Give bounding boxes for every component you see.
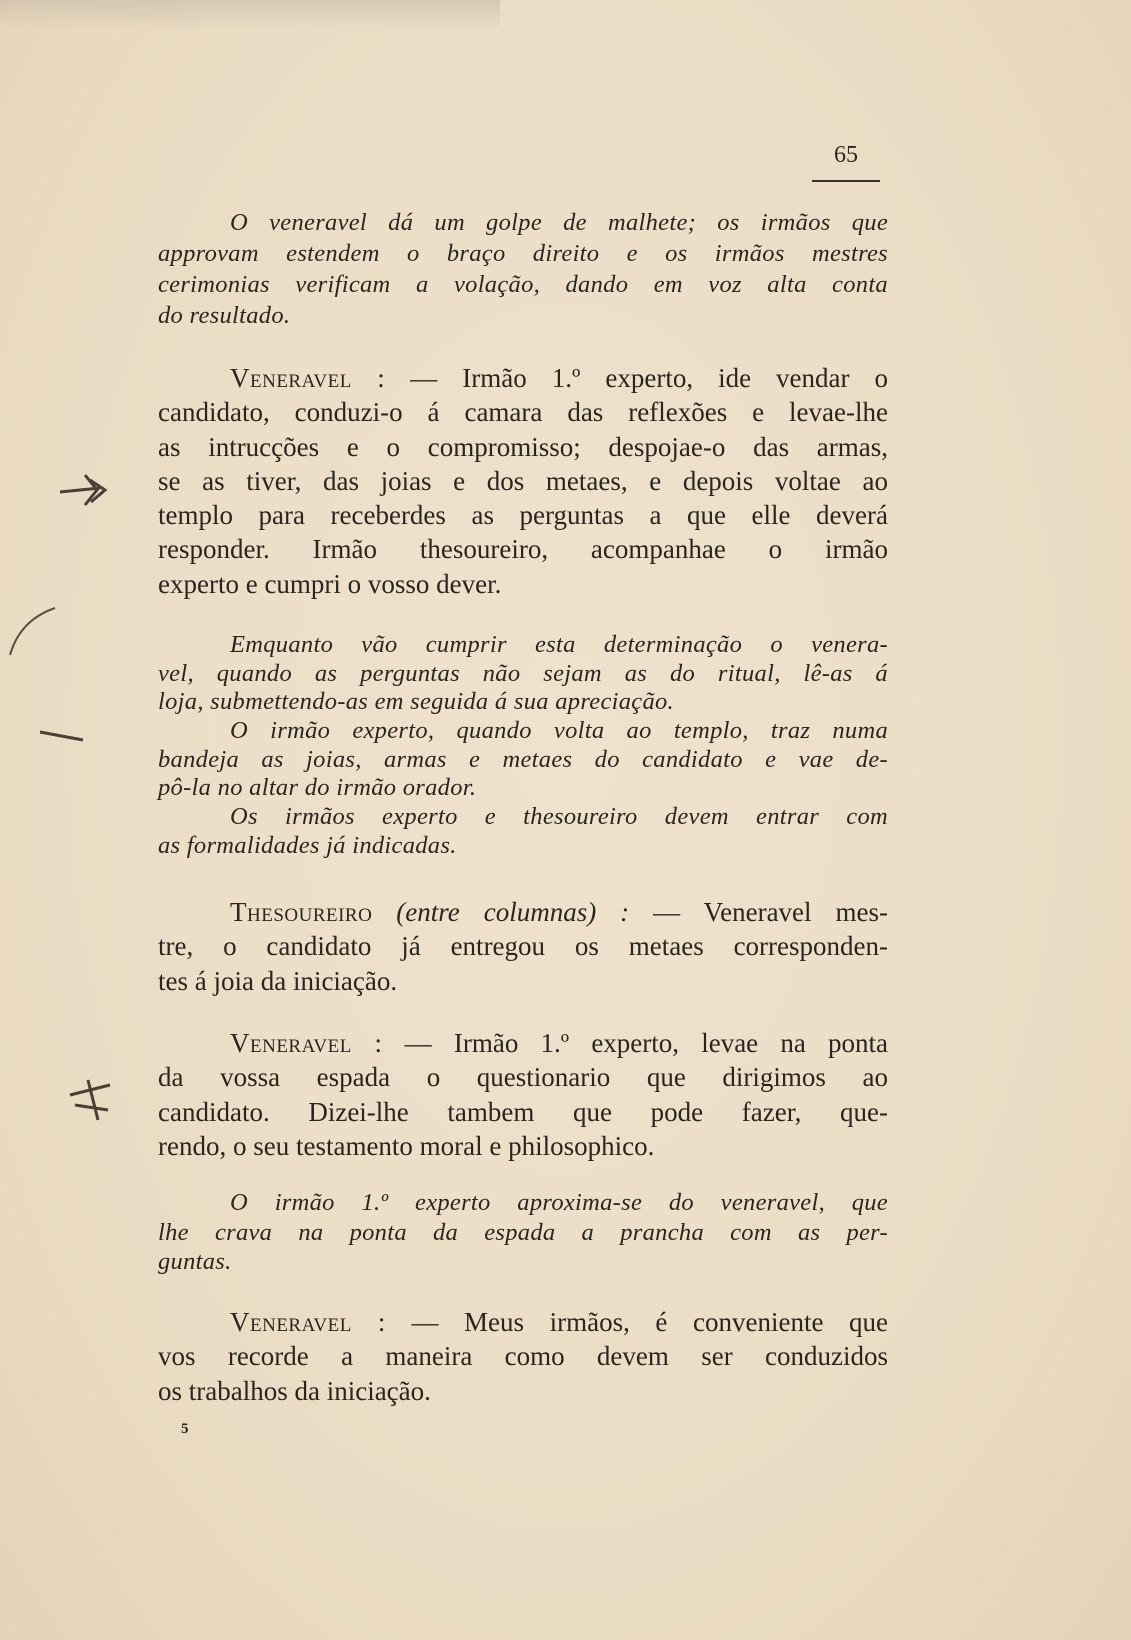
paragraph [158, 207, 888, 331]
text-line [158, 430, 888, 464]
line-text: do resultado. [158, 302, 291, 329]
line-text: O irmão experto, quando volta ao templo, traz numa [230, 717, 888, 745]
speaker-name: Thesoureiro [230, 897, 373, 927]
paragraph [158, 895, 888, 998]
text-line [158, 1374, 888, 1408]
line-text: Os irmãos experto e thesoureiro devem entrar com [230, 803, 888, 831]
line-text: — Veneravel mes- [629, 897, 888, 927]
text-line [158, 1026, 888, 1060]
line-text: guntas. [158, 1248, 232, 1275]
line-text: da vossa espada o questionario que dirigimos ao [158, 1062, 888, 1093]
text-line [158, 1247, 888, 1277]
line-text: experto e cumpri o vosso dever. [158, 568, 502, 599]
line-text: loja, submettendo-as em seguida á sua apreciação. [158, 688, 674, 716]
line-text: candidato, conduzi-o á camara das reflexões e levae-lhe [158, 397, 888, 428]
line-text: rendo, o seu testamento moral e philosophico. [158, 1130, 655, 1161]
text-line [158, 1060, 888, 1094]
line-text: lhe crava na ponta da espada a prancha com as per- [158, 1218, 888, 1246]
line-text: candidato. Dizei-lhe tambem que pode fazer, que- [158, 1096, 888, 1127]
text-line [158, 631, 888, 660]
text-line [158, 207, 888, 238]
line-text: O irmão 1.º experto aproxima-se do veneravel, que [230, 1189, 888, 1216]
margin-ornament-icon [55, 460, 115, 530]
line-text: vel, quando as perguntas não sejam as do ritual, lê-as á [158, 659, 888, 687]
page-number-rule [812, 180, 880, 182]
line-text: os trabalhos da iniciação. [158, 1375, 431, 1406]
paragraph [158, 361, 888, 601]
line-text: se as tiver, das joias e dos metaes, e depois voltae ao [158, 465, 888, 496]
line-text: cerimonias verificam a volação, dando em voz alta conta [158, 271, 888, 298]
paragraph [158, 1305, 888, 1408]
text-line [158, 395, 888, 429]
text-line [158, 1129, 888, 1163]
text-line [158, 717, 888, 746]
text-line [158, 803, 888, 832]
page-shadow [0, 0, 500, 30]
line-text: templo para receberdes as perguntas a que elle deverá [158, 500, 888, 531]
text-line [158, 464, 888, 498]
line-text: responder. Irmão thesoureiro, acompanhae o irmão [158, 534, 888, 565]
margin-ornament-icon [35, 720, 95, 750]
text-line [158, 1218, 888, 1248]
paragraph [158, 631, 888, 861]
text-line [158, 929, 888, 963]
text-line [158, 361, 888, 395]
text-line [158, 567, 888, 601]
text-line [158, 964, 888, 998]
text-line [158, 660, 888, 689]
margin-ornament-icon [60, 1075, 120, 1125]
line-text: as formalidades já indicadas. [158, 831, 457, 859]
stage-note: (entre columnas) : [372, 897, 630, 927]
text-line [158, 895, 888, 929]
line-text: approvam estendem o braço direito e os irmãos mestres [158, 240, 888, 267]
text-line [158, 832, 888, 861]
text-line [158, 300, 888, 331]
line-text: vos recorde a maneira como devem ser conduzidos [158, 1341, 888, 1372]
line-text: — Irmão 1.º experto, levae na ponta [382, 1028, 888, 1058]
text-line [158, 746, 888, 775]
speaker-name: Veneravel : [230, 363, 386, 393]
paragraph [158, 1026, 888, 1163]
paragraph [158, 1188, 888, 1277]
line-text: pô-la no altar do irmão orador. [158, 774, 477, 802]
text-line [158, 498, 888, 532]
speaker-name: Veneravel : [230, 1028, 383, 1058]
margin-ornament-icon [5, 600, 65, 660]
text-line [158, 774, 888, 803]
line-text: tre, o candidato já entregou os metaes corresponden- [158, 931, 888, 962]
line-text: O veneravel dá um golpe de malhete; os irmãos que [230, 209, 888, 236]
page-number: 65 [834, 142, 858, 168]
text-line [158, 238, 888, 269]
speaker-name: Veneravel : [230, 1307, 386, 1337]
text-line [158, 1305, 888, 1339]
line-text: — Meus irmãos, é conveniente que [385, 1307, 888, 1337]
text-line [158, 688, 888, 717]
line-text: as intrucções e o compromisso; despojae-o das armas, [158, 431, 888, 462]
signature-mark: 5 [181, 1421, 189, 1437]
text-line [158, 1095, 888, 1129]
line-text: — Irmão 1.º experto, ide vendar o [385, 363, 889, 393]
line-text: bandeja as joias, armas e metaes do candidato e vae de- [158, 745, 888, 773]
text-line [158, 1188, 888, 1218]
line-text: Emquanto vão cumprir esta determinação o venera- [230, 631, 888, 658]
text-line [158, 269, 888, 300]
text-line [158, 1339, 888, 1373]
line-text: tes á joia da iniciação. [158, 965, 398, 996]
text-line [158, 532, 888, 566]
